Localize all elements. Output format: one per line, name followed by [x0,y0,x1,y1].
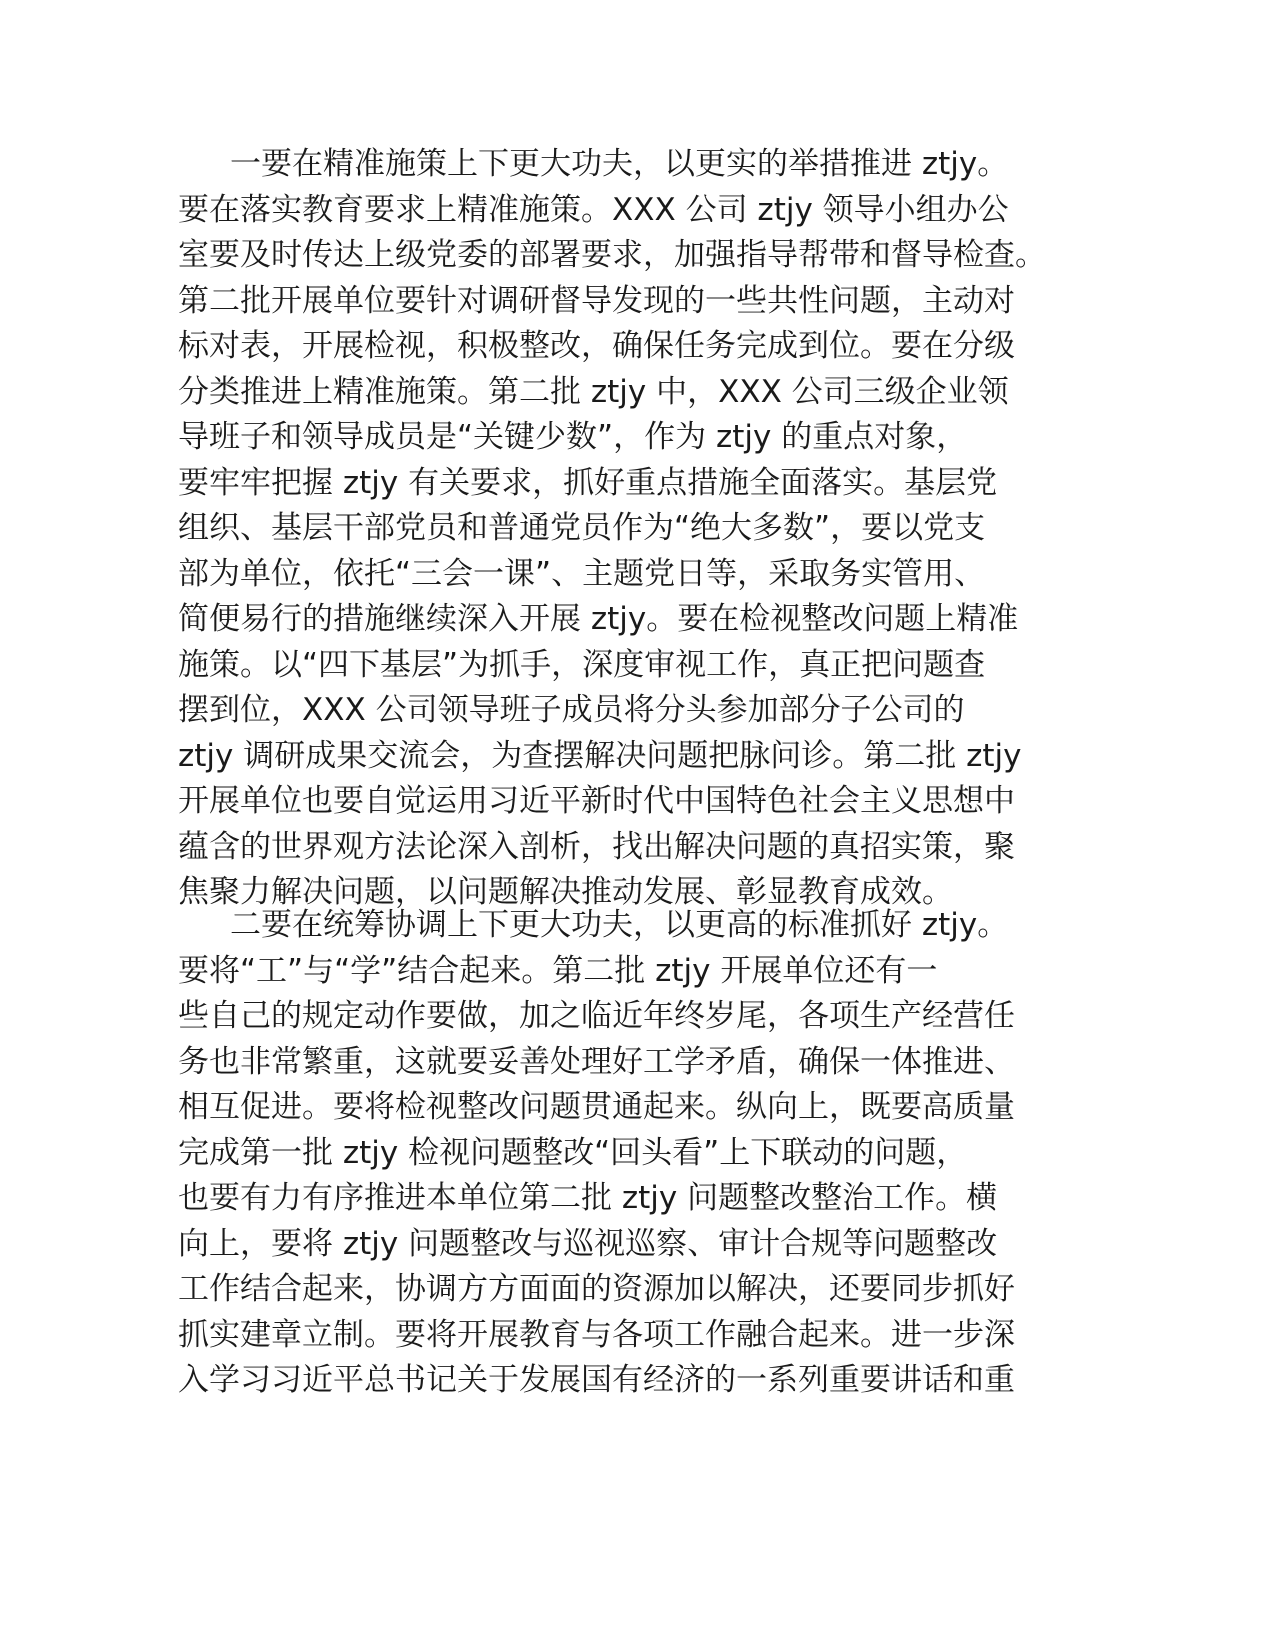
text-line: 要将“工”与“学”结合起来。第二批 ztjy 开展单位还有一 [178,952,938,989]
text-line: 焦聚力解决问题，以问题解决推动发展、彰显教育成效。 [178,874,953,910]
text-line: 务也非常繁重，这就要妥善处理好工学矛盾，确保一体推进、 [178,1043,1015,1080]
text-line: 室要及时传达上级党委的部署要求，加强指导帮带和督导检查。 [178,237,1046,273]
text-line: 入学习习近平总书记关于发展国有经济的一系列重要讲话和重 [178,1362,1015,1398]
text-line: 也要有力有序推进本单位第二批 ztjy 问题整改整治工作。横 [178,1180,998,1216]
text-line: 要在落实教育要求上精准施策。XXX 公司 ztjy 领导小组办公 [178,191,1009,228]
text-line: 蕴含的世界观方法论深入剖析，找出解决问题的真招实策，聚 [178,828,1015,865]
text-line: 简便易行的措施继续深入开展 ztjy。要在检视整改问题上精准 [178,601,1019,637]
text-line: 摆到位，XXX 公司领导班子成员将分头参加部分子公司的 [178,692,965,728]
text-line: 分类推进上精准施策。第二批 ztjy 中，XXX 公司三级企业领 [178,373,1009,410]
text-line: 导班子和领导成员是“关键少数”，作为 ztjy 的重点对象， [178,419,968,455]
text-line: 二要在统筹协调上下更大功夫，以更高的标准抓好 ztjy。 [230,907,1009,943]
text-line: 施策。以“四下基层”为抓手，深度审视工作，真正把问题查 [178,646,986,683]
text-line: 一要在精准施策上下更大功夫，以更实的举措推进 ztjy。 [230,146,1009,182]
text-line: 要牢牢把握 ztjy 有关要求，抓好重点措施全面落实。基层党 [178,464,998,501]
text-line: 开展单位也要自觉运用习近平新时代中国特色社会主义思想中 [178,783,1015,819]
text-line: 相互促进。要将检视整改问题贯通起来。纵向上，既要高质量 [178,1089,1015,1125]
text-line: 抓实建章立制。要将开展教育与各项工作融合起来。进一步深 [178,1316,1015,1353]
text-line: 工作结合起来，协调方方面面的资源加以解决，还要同步抓好 [178,1271,1015,1307]
paragraph-1 [178,142,1078,916]
paragraph-2 [178,903,1078,1404]
text-line: 部为单位，依托“三会一课”、主题党日等，采取务实管用、 [178,555,986,592]
text-line: 组织、基层干部党员和普通党员作为“绝大多数”，要以党支 [178,510,986,546]
text-line: 标对表，开展检视，积极整改，确保任务完成到位。要在分级 [178,328,1015,364]
text-line: 完成第一批 ztjy 检视问题整改“回头看”上下联动的问题， [178,1134,968,1171]
text-line: ztjy 调研成果交流会，为查摆解决问题把脉问诊。第二批 ztjy [178,737,1022,774]
text-line: 向上，要将 ztjy 问题整改与巡视巡察、审计合规等问题整改 [178,1225,998,1262]
text-line: 些自己的规定动作要做，加之临近年终岁尾，各项生产经营任 [178,998,1015,1034]
text-line: 第二批开展单位要针对调研督导发现的一些共性问题，主动对 [178,282,1015,319]
